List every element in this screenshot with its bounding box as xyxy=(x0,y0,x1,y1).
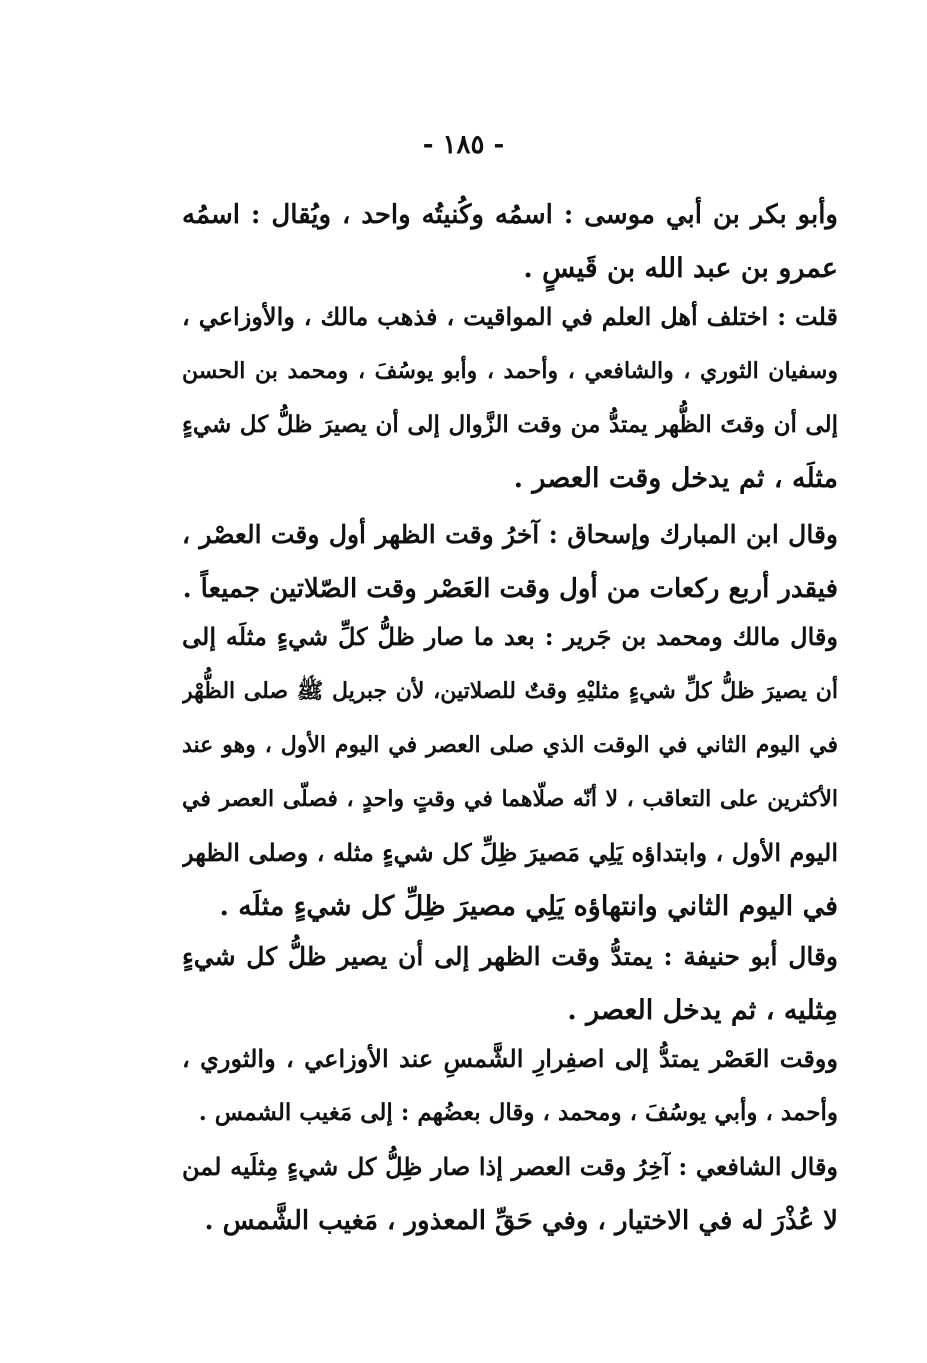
text-line: في اليوم الثاني وانتهاؤه يَلِي مصيرَ ظِلِّ كل شيءٍ مثلَه . xyxy=(219,891,838,922)
text-line: اليوم الأول ، وابتداؤه يَلِي مَصيرَ ظِلِّ كل شيءٍ مثله ، وصلى الظهر xyxy=(182,838,838,867)
text-line: ووقت العَصْر يمتدُّ إلى اصفِرارِ الشَّمسِ عند الأوزاعي ، والثوري ، xyxy=(182,1044,838,1073)
text-line: الأكثرين على التعاقب ، لا أنّه صلّاهما في وقتٍ واحدٍ ، فصلّى العصر في xyxy=(182,786,838,812)
text-line: مِثليه ، ثم يدخل العصر . xyxy=(567,995,838,1026)
text-line: وأحمد ، وأبي يوسُفَ ، ومحمد ، وقال بعضُهم : إلى مَغيب الشمس . xyxy=(198,1099,838,1126)
paragraph-5 xyxy=(182,930,838,1038)
text-line: وسفيان الثوري ، والشافعي ، وأحمد ، وأبو يوسُفَ ، ومحمد بن الحسن xyxy=(182,358,838,384)
text-line: لا عُذْرَ له في الاختيار ، وفي حَقِّ المعذور ، مَغيب الشَّمس . xyxy=(204,1206,838,1236)
text-line: إلى أن وقتَ الظُّهر يمتدُّ من وقت الزَّوال إلى أن يصيرَ ظلُّ كل شيءٍ xyxy=(182,411,838,438)
text-line: وقال ابن المبارك وإسحاق : آخرُ وقت الظهر أول وقت العصْر ، xyxy=(182,520,838,549)
text-line: قلت : اختلف أهل العلم في المواقيت ، فذهب مالك ، والأوزاعي ، xyxy=(182,302,838,331)
text-line: مثلَه ، ثم يدخل وقت العصر . xyxy=(513,463,838,494)
page-number: - ١٨٥ - xyxy=(422,130,505,160)
paragraph-4 xyxy=(182,610,838,934)
paragraph-7 xyxy=(182,1140,838,1248)
text-line: في اليوم الثاني في الوقت الذي صلى العصر في اليوم الأول ، وهو عند xyxy=(182,732,838,758)
text-line: وأبو بكر بن أبي موسى : اسمُه وكُنيتُه واحد ، ويُقال : اسمُه xyxy=(182,200,838,230)
paragraph-2 xyxy=(182,290,838,506)
text-line: وقال مالك ومحمد بن جَرير : بعد ما صار ظلُّ كلِّ شيءٍ مثلَه إلى xyxy=(182,622,838,651)
paragraph-3 xyxy=(182,508,838,616)
paragraph-1 xyxy=(182,188,838,296)
paragraph-6 xyxy=(182,1032,838,1140)
text-line: أن يصيرَ ظلُّ كلِّ شيءٍ مثليْهِ وقتٌ للصلاتين، لأن جبريل ﷺ صلى الظُّهْر xyxy=(182,678,838,704)
text-line: عمرو بن عبد الله بن قَيسٍ . xyxy=(523,253,838,284)
text-line: وقال الشافعي : آخِرُ وقت العصر إذا صار ظِلُّ كل شيءٍ مِثلَيه لمن xyxy=(182,1152,838,1181)
text-line: فيقدر أربع ركعات من أول وقت العَصْر وقت الصّلاتين جميعاً . xyxy=(182,574,838,604)
text-line: وقال أبو حنيفة : يمتدُّ وقت الظهر إلى أن يصير ظلُّ كل شيءٍ xyxy=(182,942,838,971)
